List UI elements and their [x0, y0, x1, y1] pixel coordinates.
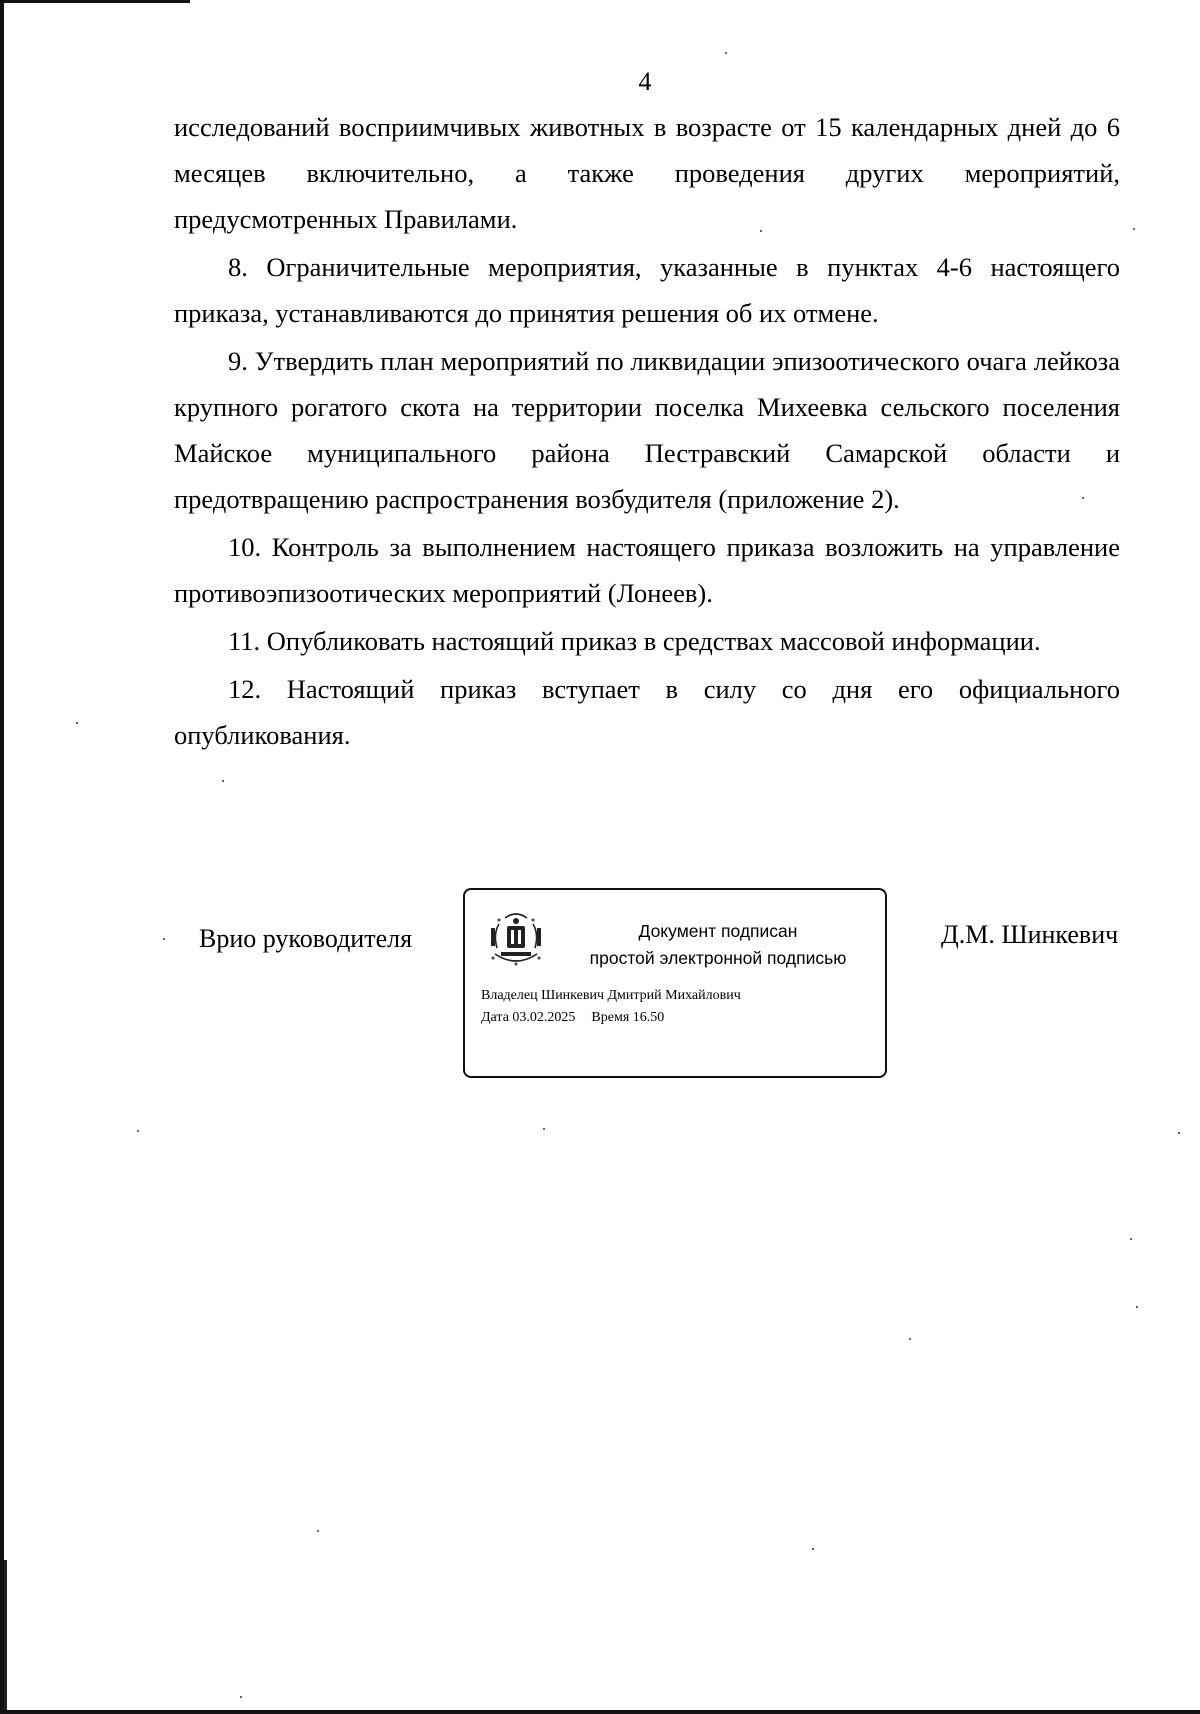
electronic-signature-stamp	[463, 888, 887, 1078]
scan-speck	[812, 1548, 814, 1550]
scan-edge-left	[0, 0, 4, 1714]
scan-speck	[725, 52, 727, 54]
scan-speck	[222, 780, 224, 782]
scan-speck	[240, 1696, 242, 1698]
page-number: 4	[638, 67, 652, 96]
scan-speck	[1133, 228, 1135, 230]
coat-of-arms-icon	[485, 908, 547, 972]
signer-position: Врио руководителя	[199, 924, 413, 953]
paragraph-item-9: 9. Утвердить план мероприятий по ликвидации эпизоотического очага лейкоза крупного рогатого скота на территории поселка Михеевка сельского поселения Майское муниципального района Пестравский Самарской области и предотвращению распространения возбудителя (приложение 2).	[174, 346, 1120, 514]
scan-speck	[760, 230, 762, 232]
scan-edge-bottom	[0, 1710, 1200, 1714]
e-sign-owner: Владелец Шинкевич Дмитрий Михайлович	[481, 988, 741, 1003]
scan-speck	[163, 938, 165, 940]
scan-edge-left-lower	[4, 1560, 7, 1714]
scan-speck	[317, 1530, 319, 1532]
signer-name: Д.М. Шинкевич	[941, 920, 1119, 949]
e-sign-subtitle: простой электронной подписью	[589, 948, 847, 968]
e-sign-time: Время 16.50	[591, 1010, 665, 1025]
scan-speck	[137, 1130, 139, 1132]
paragraph-item-11: 11. Опубликовать настоящий приказ в средствах массовой информации.	[228, 626, 1041, 656]
scan-speck	[1136, 1306, 1138, 1308]
scan-speck	[76, 722, 78, 724]
scan-speck	[909, 1338, 911, 1340]
paragraph-continuation: исследований восприимчивых животных в возрасте от 15 календарных дней до 6 месяцев включительно, а также проведения других мероприятий, предусмотренных Правилами.	[174, 112, 1120, 234]
e-sign-title: Документ подписан	[638, 921, 798, 941]
scan-speck	[543, 1128, 545, 1130]
paragraph-item-12: 12. Настоящий приказ вступает в силу со дня его официального опубликования.	[174, 674, 1120, 750]
e-sign-datetime	[481, 1010, 664, 1026]
e-sign-date: Дата 03.02.2025	[481, 1010, 576, 1025]
document-body	[174, 104, 1120, 758]
paragraph-item-8: 8. Ограничительные мероприятия, указанные в пунктах 4-6 настоящего приказа, устанавливаются до принятия решения об их отмене.	[174, 252, 1120, 328]
scan-speck	[1130, 1238, 1132, 1240]
scan-speck	[1178, 1132, 1180, 1134]
paragraph-item-10: 10. Контроль за выполнением настоящего приказа возложить на управление противоэпизоотических мероприятий (Лонеев).	[174, 532, 1120, 608]
scan-edge-top	[0, 0, 190, 3]
scan-speck	[1082, 497, 1084, 499]
